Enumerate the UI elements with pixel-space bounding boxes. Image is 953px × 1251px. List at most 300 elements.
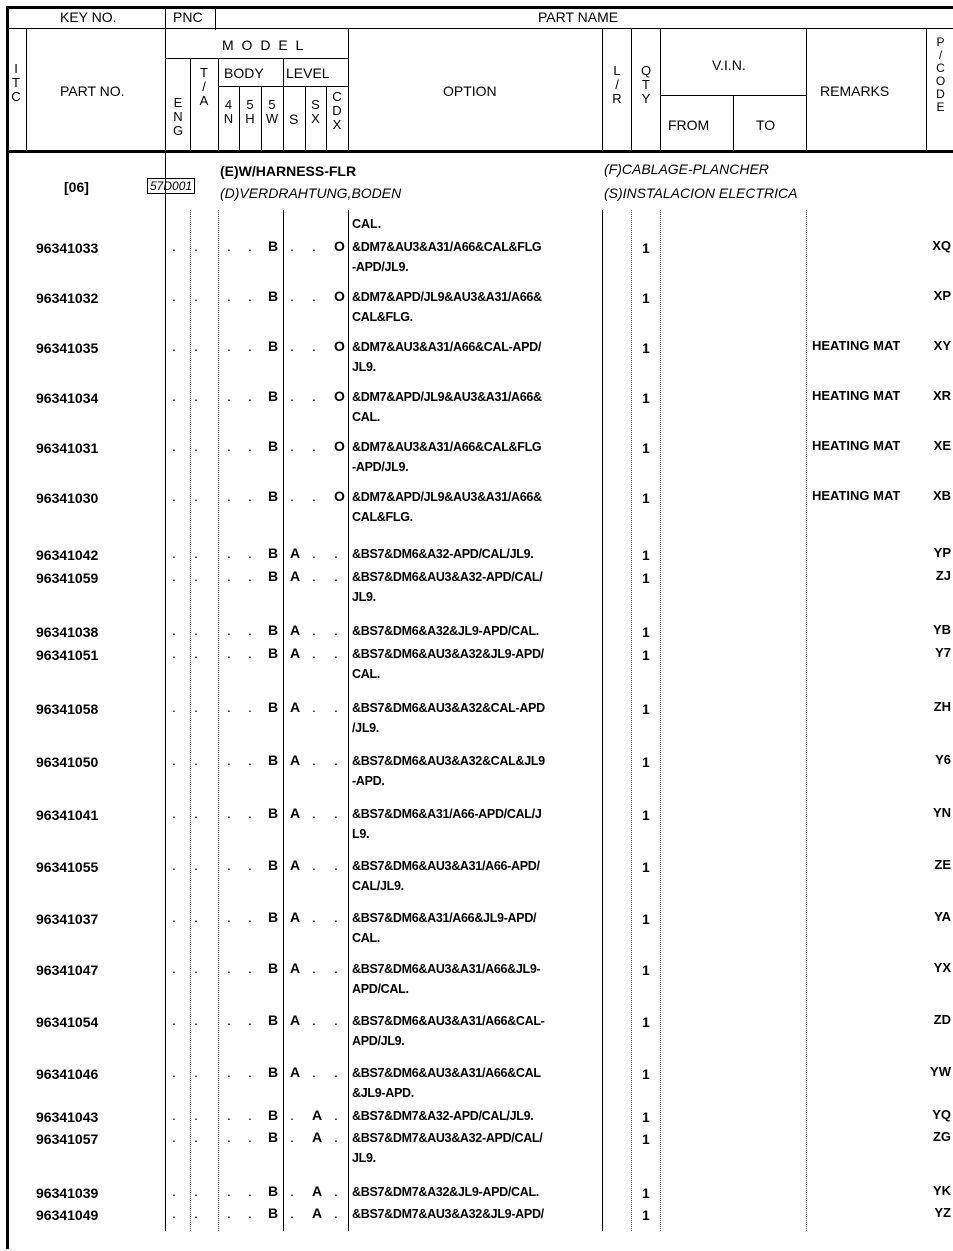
model-cell: B bbox=[268, 960, 279, 976]
model-cell: . bbox=[248, 568, 252, 584]
group-lead-option: CAL. bbox=[352, 217, 382, 231]
model-cell: . bbox=[334, 857, 338, 873]
option-line-1: &BS7&DM6&A31/A66-APD/CAL/J bbox=[352, 807, 542, 821]
model-cell: . bbox=[334, 699, 338, 715]
model-cell: . bbox=[172, 338, 176, 354]
model-cell: . bbox=[248, 805, 252, 821]
group-name-s: (S)INSTALACION ELECTRICA bbox=[604, 185, 798, 201]
header-model: M O D E L bbox=[222, 37, 306, 53]
model-cell: . bbox=[290, 238, 294, 254]
model-cell: . bbox=[172, 857, 176, 873]
model-cell: B bbox=[268, 1012, 279, 1028]
p-code: ZJ bbox=[935, 568, 951, 583]
model-cell: . bbox=[248, 338, 252, 354]
model-cell: . bbox=[334, 645, 338, 661]
model-cell: . bbox=[248, 1012, 252, 1028]
part-number: 96341046 bbox=[36, 1066, 99, 1082]
model-cell: . bbox=[227, 645, 231, 661]
model-cell: B bbox=[268, 645, 279, 661]
model-cell: A bbox=[290, 752, 301, 768]
remarks: HEATING MAT bbox=[812, 388, 901, 403]
option-line-2: JL9. bbox=[352, 360, 376, 374]
model-cell: . bbox=[312, 568, 316, 584]
model-cell: A bbox=[290, 699, 301, 715]
model-cell: A bbox=[290, 645, 301, 661]
group-name-e: (E)W/HARNESS-FLR bbox=[220, 163, 357, 179]
part-number: 96341058 bbox=[36, 701, 99, 717]
option-line-2: APD/JL9. bbox=[352, 1034, 405, 1048]
model-cell: . bbox=[334, 568, 338, 584]
part-number: 96341043 bbox=[36, 1109, 99, 1125]
quantity: 1 bbox=[642, 490, 650, 506]
model-cell: O bbox=[334, 338, 345, 354]
model-cell: . bbox=[334, 960, 338, 976]
model-cell: . bbox=[172, 545, 176, 561]
table-row bbox=[0, 436, 953, 484]
model-cell: . bbox=[312, 1012, 316, 1028]
quantity: 1 bbox=[642, 340, 650, 356]
model-rule bbox=[165, 58, 348, 59]
group-pnc: 57D001 bbox=[147, 178, 195, 194]
option-line-1: &BS7&DM6&A32&JL9-APD/CAL. bbox=[352, 624, 539, 638]
model-cell: . bbox=[194, 645, 198, 661]
model-cell: . bbox=[172, 1107, 176, 1123]
quantity: 1 bbox=[642, 1185, 650, 1201]
option-line-2: CAL&FLG. bbox=[352, 310, 413, 324]
model-cell: . bbox=[194, 488, 198, 504]
header-lr: L / R bbox=[612, 63, 622, 106]
quantity: 1 bbox=[642, 440, 650, 456]
model-cell: . bbox=[194, 1129, 198, 1145]
option-line-2: CAL. bbox=[352, 667, 380, 681]
model-cell: . bbox=[248, 1107, 252, 1123]
model-cell: B bbox=[268, 699, 279, 715]
model-cell: . bbox=[194, 1064, 198, 1080]
model-cell: . bbox=[227, 622, 231, 638]
model-cell: . bbox=[194, 1205, 198, 1221]
model-cell: . bbox=[248, 857, 252, 873]
model-cell: . bbox=[312, 388, 316, 404]
model-cell: . bbox=[312, 1064, 316, 1080]
part-number: 96341055 bbox=[36, 859, 99, 875]
model-cell: . bbox=[312, 545, 316, 561]
model-cell: . bbox=[312, 488, 316, 504]
model-cell: B bbox=[268, 288, 279, 304]
option-line-1: &BS7&DM6&AU3&A31/A66&CAL bbox=[352, 1066, 541, 1080]
model-cell: . bbox=[334, 1012, 338, 1028]
model-cell: B bbox=[268, 1183, 279, 1199]
option-line-1: &DM7&APD/JL9&AU3&A31/A66& bbox=[352, 290, 542, 304]
model-cell: . bbox=[227, 488, 231, 504]
header-remarks: REMARKS bbox=[820, 83, 890, 99]
part-number: 96341059 bbox=[36, 570, 99, 586]
model-cell: . bbox=[194, 699, 198, 715]
quantity: 1 bbox=[642, 1109, 650, 1125]
group-key: [06] bbox=[64, 179, 89, 195]
table-row bbox=[0, 486, 953, 534]
p-code: XQ bbox=[932, 238, 951, 253]
p-code: XE bbox=[933, 438, 951, 453]
model-cell: . bbox=[172, 909, 176, 925]
model-cell: . bbox=[172, 568, 176, 584]
model-cell: . bbox=[290, 388, 294, 404]
p-code: YN bbox=[932, 805, 951, 820]
model-cell: . bbox=[248, 909, 252, 925]
table-row bbox=[0, 336, 953, 384]
header-itc: I T C bbox=[11, 61, 21, 104]
header-top-rule bbox=[6, 28, 953, 29]
p-code: YX bbox=[933, 960, 951, 975]
model-cell: . bbox=[290, 1129, 294, 1145]
option-line-2: CAL. bbox=[352, 931, 380, 945]
option-line-1: &BS7&DM6&A31/A66&JL9-APD/ bbox=[352, 911, 537, 925]
model-cell: . bbox=[172, 752, 176, 768]
part-number: 96341030 bbox=[36, 490, 99, 506]
model-cell: O bbox=[334, 438, 345, 454]
header-pcode: P / C O D E bbox=[935, 35, 946, 114]
option-line-2: -APD. bbox=[352, 774, 385, 788]
model-cell: . bbox=[194, 857, 198, 873]
model-cell: . bbox=[227, 1012, 231, 1028]
p-code: YB bbox=[932, 622, 951, 637]
col-sep-remarks bbox=[926, 28, 927, 150]
quantity: 1 bbox=[642, 754, 650, 770]
p-code: ZG bbox=[932, 1129, 951, 1144]
header-pnc: PNC bbox=[173, 9, 203, 25]
model-cell: . bbox=[194, 568, 198, 584]
table-row bbox=[0, 750, 953, 798]
option-line-1: &BS7&DM6&AU3&A31/A66-APD/ bbox=[352, 859, 540, 873]
table-row bbox=[0, 386, 953, 434]
quantity: 1 bbox=[642, 1207, 650, 1223]
quantity: 1 bbox=[642, 647, 650, 663]
model-cell: O bbox=[334, 388, 345, 404]
model-cell: B bbox=[268, 857, 279, 873]
model-cell: . bbox=[312, 238, 316, 254]
model-cell: . bbox=[248, 488, 252, 504]
table-row bbox=[0, 643, 953, 691]
model-cell: A bbox=[312, 1129, 323, 1145]
model-cell: . bbox=[227, 1107, 231, 1123]
p-code: ZE bbox=[934, 857, 951, 872]
quantity: 1 bbox=[642, 570, 650, 586]
p-code: XY bbox=[933, 338, 951, 353]
option-line-1: &BS7&DM6&AU3&A32&JL9-APD/ bbox=[352, 647, 544, 661]
table-row bbox=[0, 958, 953, 1006]
model-cell: . bbox=[290, 338, 294, 354]
option-line-1: &DM7&AU3&A31/A66&CAL&FLG bbox=[352, 240, 542, 254]
model-cell: . bbox=[227, 388, 231, 404]
header-option: OPTION bbox=[443, 83, 497, 99]
header-body-4n: 4 N bbox=[223, 97, 234, 126]
header-level-cdx: C D X bbox=[332, 89, 342, 132]
model-cell: . bbox=[227, 909, 231, 925]
part-number: 96341050 bbox=[36, 754, 99, 770]
model-cell: . bbox=[248, 238, 252, 254]
option-line-1: &DM7&APD/JL9&AU3&A31/A66& bbox=[352, 490, 542, 504]
model-cell: . bbox=[194, 545, 198, 561]
model-cell: B bbox=[268, 1129, 279, 1145]
model-cell: . bbox=[290, 1183, 294, 1199]
option-line-2: -APD/JL9. bbox=[352, 260, 409, 274]
model-cell: . bbox=[172, 805, 176, 821]
model-cell: . bbox=[248, 388, 252, 404]
table-row bbox=[0, 1127, 953, 1175]
p-code: YA bbox=[934, 909, 951, 924]
table-row bbox=[0, 803, 953, 851]
header-body: BODY bbox=[224, 65, 264, 81]
p-code: YW bbox=[930, 1064, 951, 1079]
model-cell: . bbox=[194, 805, 198, 821]
option-line-1: &DM7&APD/JL9&AU3&A31/A66& bbox=[352, 390, 542, 404]
part-number: 96341049 bbox=[36, 1207, 99, 1223]
option-line-2: CAL/JL9. bbox=[352, 879, 404, 893]
header-bottom-rule bbox=[6, 150, 953, 153]
model-cell: B bbox=[268, 752, 279, 768]
model-cell: O bbox=[334, 238, 345, 254]
model-cell: A bbox=[312, 1107, 323, 1123]
model-cell: . bbox=[248, 438, 252, 454]
model-cell: . bbox=[172, 1012, 176, 1028]
col-sep-pnc bbox=[215, 6, 216, 30]
model-cell: B bbox=[268, 1064, 279, 1080]
p-code: Y7 bbox=[935, 645, 951, 660]
model-cell: . bbox=[312, 805, 316, 821]
model-cell: . bbox=[312, 857, 316, 873]
model-cell: . bbox=[194, 909, 198, 925]
header-vin: V.I.N. bbox=[712, 57, 746, 73]
model-cell: . bbox=[172, 238, 176, 254]
model-cell: B bbox=[268, 568, 279, 584]
model-cell: . bbox=[334, 752, 338, 768]
model-cell: . bbox=[334, 805, 338, 821]
col-sep-body bbox=[283, 58, 284, 150]
part-number: 96341034 bbox=[36, 390, 99, 406]
model-cell: . bbox=[248, 699, 252, 715]
option-line-2: L9. bbox=[352, 827, 370, 841]
part-number: 96341035 bbox=[36, 340, 99, 356]
header-eng: E N G bbox=[172, 95, 184, 138]
col-sep-itc bbox=[26, 28, 27, 150]
model-cell: . bbox=[194, 1012, 198, 1028]
table-row bbox=[0, 286, 953, 334]
header-level: LEVEL bbox=[286, 65, 330, 81]
quantity: 1 bbox=[642, 859, 650, 875]
model-cell: B bbox=[268, 238, 279, 254]
model-cell: . bbox=[227, 568, 231, 584]
model-cell: . bbox=[312, 622, 316, 638]
col-sep-qty bbox=[660, 28, 661, 150]
model-cell: . bbox=[334, 1183, 338, 1199]
model-cell: . bbox=[334, 1129, 338, 1145]
col-sep-model bbox=[348, 28, 349, 150]
model-cell: . bbox=[312, 288, 316, 304]
model-cell: . bbox=[194, 438, 198, 454]
option-line-2: APD/CAL. bbox=[352, 982, 409, 996]
option-line-2: -APD/JL9. bbox=[352, 460, 409, 474]
part-number: 96341037 bbox=[36, 911, 99, 927]
model-cell: . bbox=[172, 1064, 176, 1080]
model-cell: . bbox=[194, 960, 198, 976]
model-cell: . bbox=[194, 238, 198, 254]
model-cell: . bbox=[194, 1107, 198, 1123]
model-cell: . bbox=[172, 288, 176, 304]
table-row bbox=[0, 697, 953, 745]
col-sep-vin-end bbox=[806, 28, 807, 150]
group-name-d: (D)VERDRAHTUNG,BODEN bbox=[220, 185, 402, 201]
model-cell: . bbox=[312, 909, 316, 925]
model-cell: . bbox=[172, 622, 176, 638]
option-line-1: &BS7&DM7&AU3&A32-APD/CAL/ bbox=[352, 1131, 543, 1145]
header-qty: Q T Y bbox=[640, 63, 652, 106]
option-line-2: &JL9-APD. bbox=[352, 1086, 414, 1100]
model-cell: . bbox=[227, 238, 231, 254]
part-number: 96341039 bbox=[36, 1185, 99, 1201]
model-cell: B bbox=[268, 805, 279, 821]
header-part-name: PART NAME bbox=[538, 9, 619, 25]
option-line-1: &BS7&DM6&AU3&A31/A66&JL9- bbox=[352, 962, 541, 976]
p-code: XP bbox=[933, 288, 951, 303]
model-cell: . bbox=[172, 1183, 176, 1199]
model-cell: B bbox=[268, 545, 279, 561]
model-cell: . bbox=[172, 645, 176, 661]
header-from: FROM bbox=[668, 117, 710, 133]
model-cell: . bbox=[248, 645, 252, 661]
quantity: 1 bbox=[642, 1014, 650, 1030]
model-cell: . bbox=[194, 752, 198, 768]
model-cell: . bbox=[248, 960, 252, 976]
model-cell: . bbox=[334, 1064, 338, 1080]
model-cell: . bbox=[227, 545, 231, 561]
model-cell: . bbox=[227, 1129, 231, 1145]
model-cell: . bbox=[194, 1183, 198, 1199]
option-line-1: &DM7&AU3&A31/A66&CAL&FLG bbox=[352, 440, 542, 454]
model-cell: . bbox=[334, 545, 338, 561]
model-cell: A bbox=[290, 568, 301, 584]
model-cell: . bbox=[227, 1205, 231, 1221]
table-row bbox=[0, 1010, 953, 1058]
model-cell: A bbox=[312, 1183, 323, 1199]
model-cell: B bbox=[268, 338, 279, 354]
quantity: 1 bbox=[642, 290, 650, 306]
model-cell: O bbox=[334, 488, 345, 504]
model-cell: A bbox=[290, 909, 301, 925]
quantity: 1 bbox=[642, 1066, 650, 1082]
model-cell: B bbox=[268, 909, 279, 925]
part-number: 96341038 bbox=[36, 624, 99, 640]
model-cell: B bbox=[268, 388, 279, 404]
model-cell: . bbox=[194, 338, 198, 354]
model-cell: . bbox=[194, 288, 198, 304]
p-code: YZ bbox=[934, 1205, 951, 1220]
model-cell: A bbox=[290, 622, 301, 638]
model-cell: . bbox=[227, 699, 231, 715]
model-cell: . bbox=[248, 752, 252, 768]
header-key-no: KEY NO. bbox=[60, 9, 117, 25]
part-number: 96341051 bbox=[36, 647, 99, 663]
option-line-2: /JL9. bbox=[352, 721, 379, 735]
part-number: 96341032 bbox=[36, 290, 99, 306]
model-cell: . bbox=[334, 1205, 338, 1221]
model-cell: . bbox=[290, 488, 294, 504]
model-cell: . bbox=[227, 438, 231, 454]
option-line-1: &BS7&DM6&AU3&A32-APD/CAL/ bbox=[352, 570, 543, 584]
model-cell: . bbox=[227, 1183, 231, 1199]
model-cell: . bbox=[227, 805, 231, 821]
header-ta: T / A bbox=[199, 65, 209, 108]
option-line-2: CAL. bbox=[352, 410, 380, 424]
part-number: 96341042 bbox=[36, 547, 99, 563]
header-body-5h: 5 H bbox=[245, 97, 255, 126]
model-cell: O bbox=[334, 288, 345, 304]
p-code: ZH bbox=[933, 699, 951, 714]
model-cell: . bbox=[172, 1205, 176, 1221]
model-cell: . bbox=[227, 857, 231, 873]
header-level-sx: S X bbox=[311, 97, 320, 126]
model-cell: . bbox=[248, 1183, 252, 1199]
model-cell: . bbox=[334, 1107, 338, 1123]
model-cell: . bbox=[290, 1107, 294, 1123]
remarks: HEATING MAT bbox=[812, 438, 901, 453]
model-cell: A bbox=[290, 1064, 301, 1080]
quantity: 1 bbox=[642, 911, 650, 927]
option-line-1: &BS7&DM6&AU3&A32&CAL-APD bbox=[352, 701, 545, 715]
model-cell: . bbox=[172, 960, 176, 976]
p-code: ZD bbox=[933, 1012, 951, 1027]
model-cell: . bbox=[172, 388, 176, 404]
option-line-1: &BS7&DM7&AU3&A32&JL9-APD/ bbox=[352, 1207, 544, 1221]
model-cell: . bbox=[312, 438, 316, 454]
quantity: 1 bbox=[642, 1131, 650, 1147]
model-cell: A bbox=[312, 1205, 323, 1221]
model-cell: . bbox=[172, 488, 176, 504]
part-number: 96341047 bbox=[36, 962, 99, 978]
model-cell: . bbox=[334, 909, 338, 925]
model-cell: . bbox=[172, 438, 176, 454]
table-row bbox=[0, 1062, 953, 1110]
model-cell: B bbox=[268, 1205, 279, 1221]
quantity: 1 bbox=[642, 624, 650, 640]
model-cell: . bbox=[248, 288, 252, 304]
p-code: Y6 bbox=[935, 752, 951, 767]
quantity: 1 bbox=[642, 807, 650, 823]
header-to: TO bbox=[756, 117, 776, 133]
col-sep-vin bbox=[733, 95, 734, 150]
part-number: 96341041 bbox=[36, 807, 99, 823]
p-code: YP bbox=[933, 545, 951, 560]
option-line-1: &BS7&DM7&A32&JL9-APD/CAL. bbox=[352, 1185, 539, 1199]
header-part-no: PART NO. bbox=[60, 83, 125, 99]
model-cell: B bbox=[268, 438, 279, 454]
table-row bbox=[0, 855, 953, 903]
table-row bbox=[0, 1203, 953, 1251]
remarks: HEATING MAT bbox=[812, 338, 901, 353]
quantity: 1 bbox=[642, 390, 650, 406]
model-cell: . bbox=[248, 1205, 252, 1221]
p-code: XB bbox=[932, 488, 951, 503]
part-number: 96341057 bbox=[36, 1131, 99, 1147]
option-line-2: CAL&FLG. bbox=[352, 510, 413, 524]
model-cell: A bbox=[290, 857, 301, 873]
option-line-1: &BS7&DM6&A32-APD/CAL/JL9. bbox=[352, 547, 534, 561]
quantity: 1 bbox=[642, 701, 650, 717]
model-cell: B bbox=[268, 1107, 279, 1123]
model-cell: . bbox=[248, 1129, 252, 1145]
option-line-2: JL9. bbox=[352, 1151, 376, 1165]
quantity: 1 bbox=[642, 547, 650, 563]
model-cell: . bbox=[312, 645, 316, 661]
model-cell: . bbox=[290, 438, 294, 454]
